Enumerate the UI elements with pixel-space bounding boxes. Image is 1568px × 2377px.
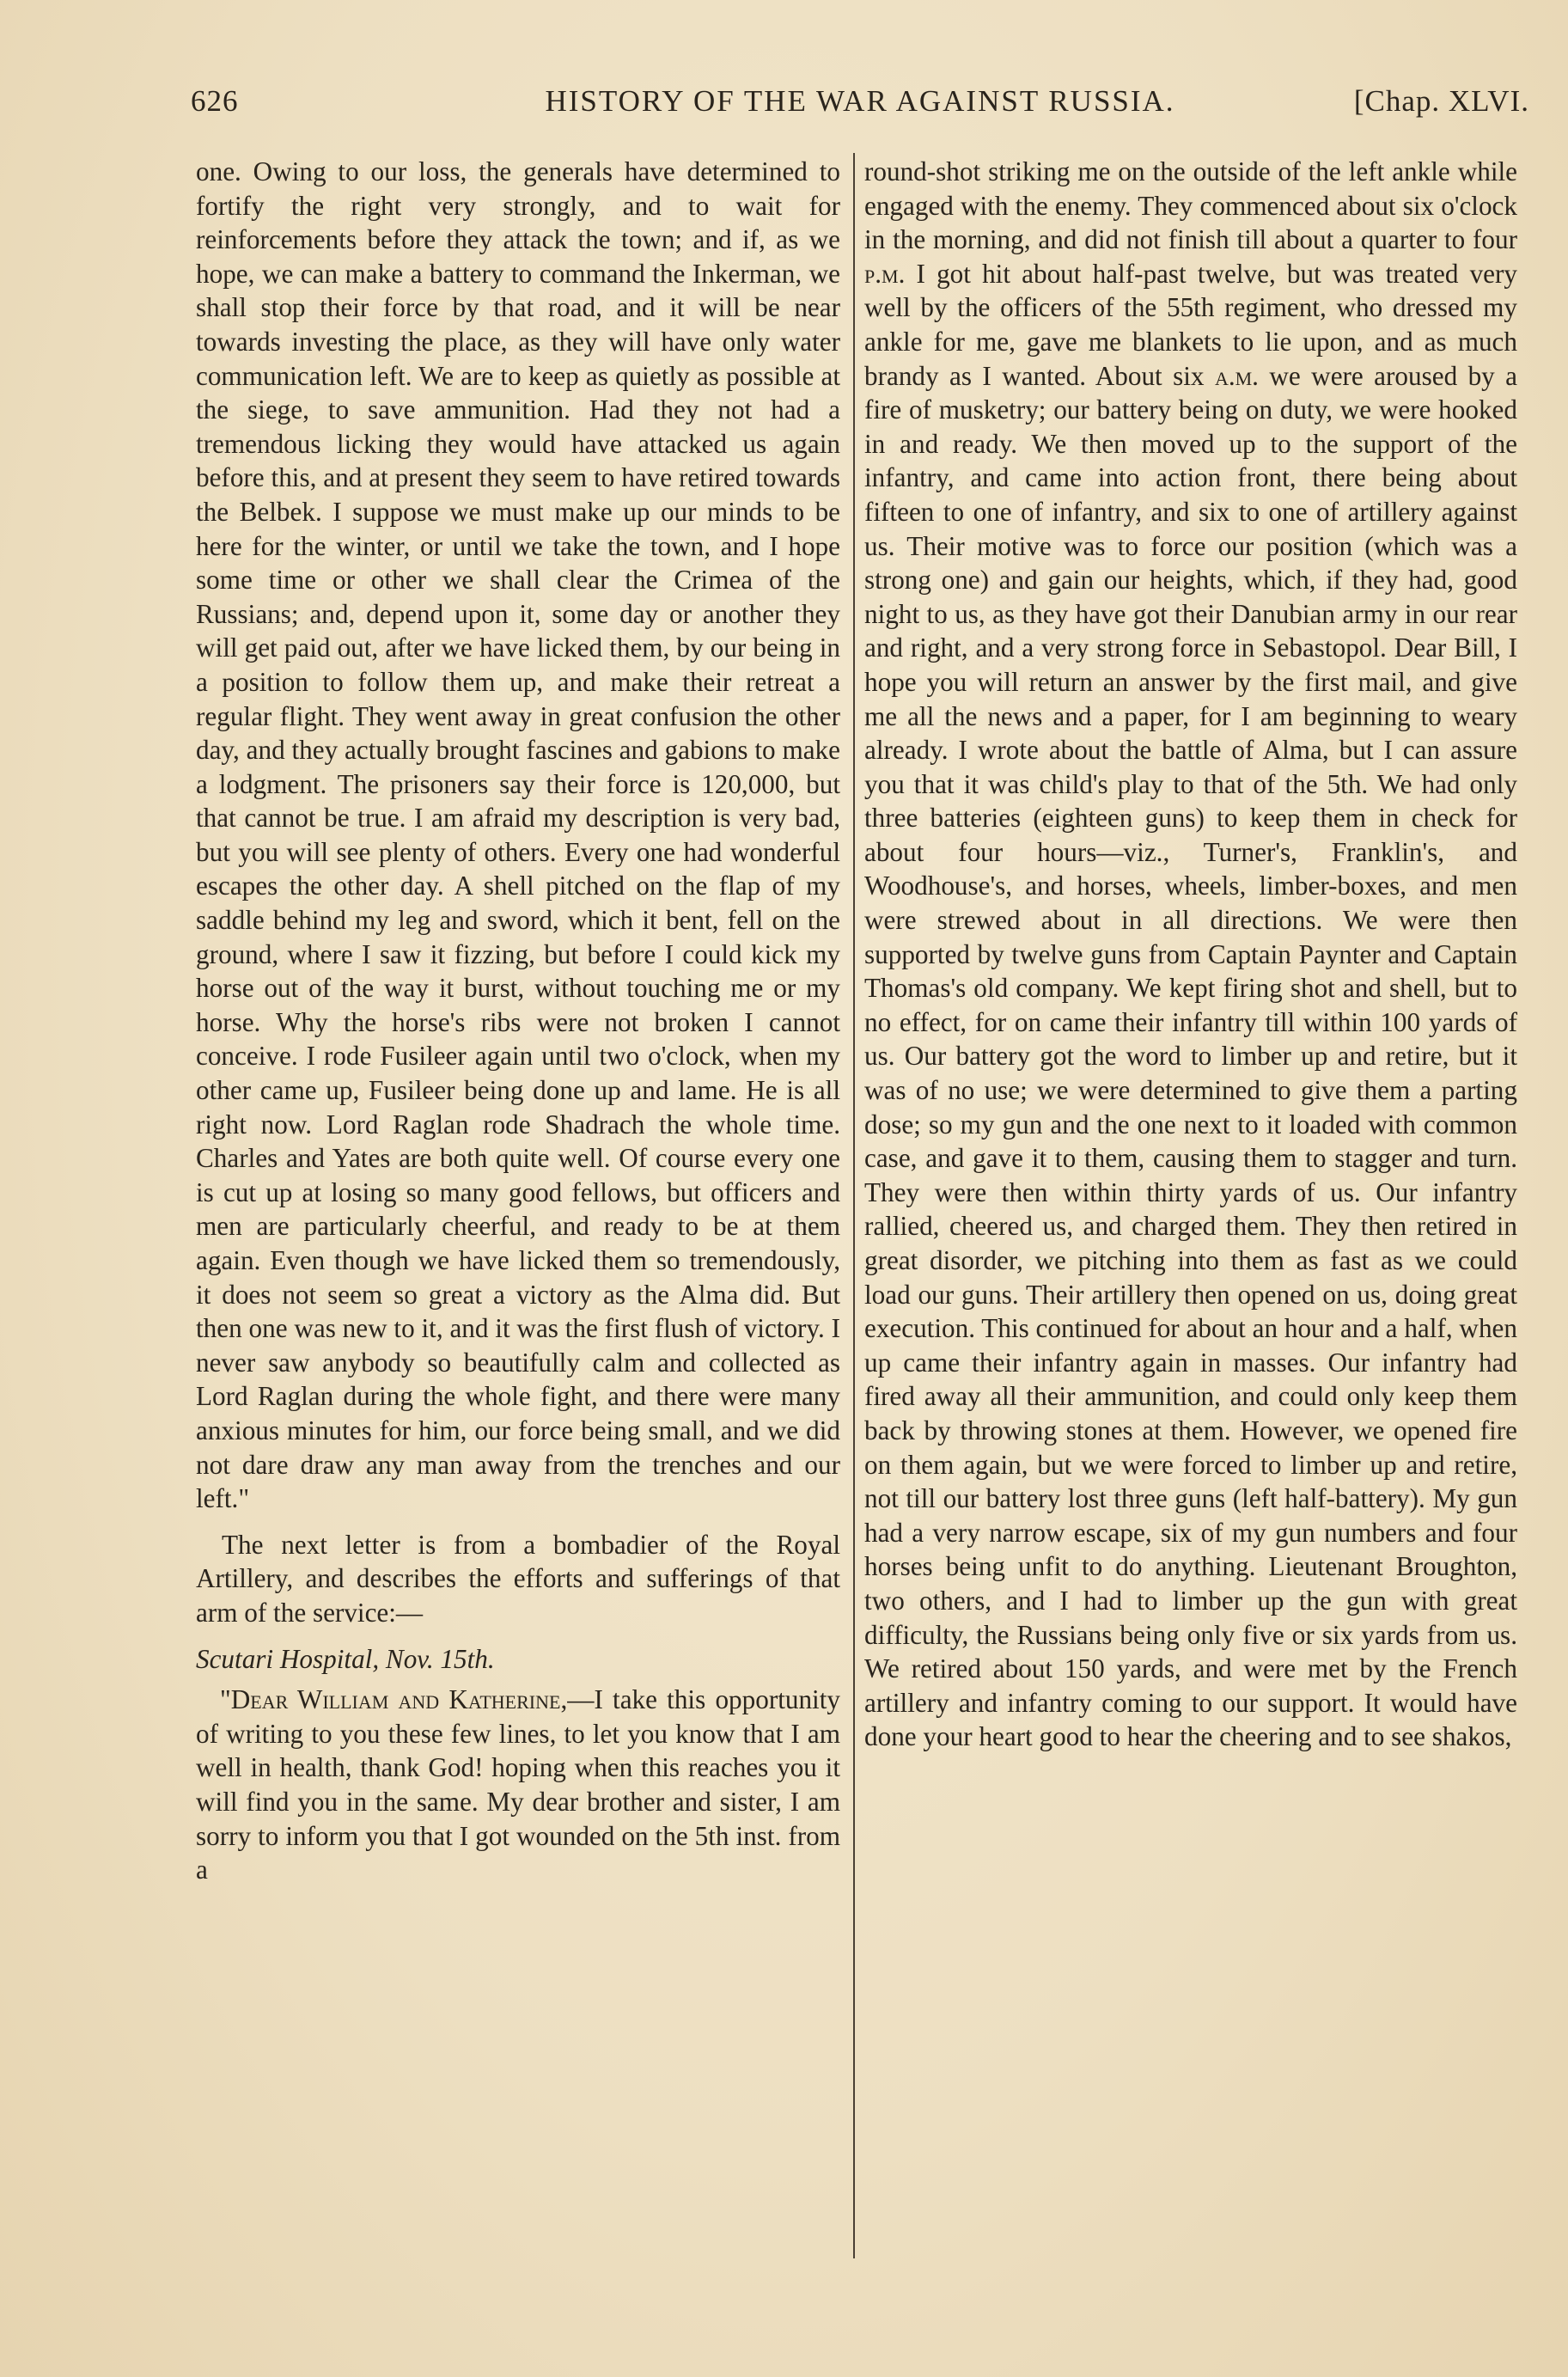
letter-text-segment: I got hit about half-past twelve, but was treated very well by the officers of the 55th regiment, who dressed my ankle for me, gave me blankets to lie upon, and as much brandy as I wanted. About six [864, 258, 1517, 391]
page-number: 626 [191, 84, 239, 118]
time-abbreviation-pm: p.m. [864, 258, 906, 289]
running-head [191, 84, 1529, 129]
salutation: Dear William and Katherine, [230, 1684, 568, 1715]
page-title: HISTORY OF THE WAR AGAINST RUSSIA. [545, 84, 1175, 118]
letter-text-segment: we were aroused by a fire of musketry; our battery being on duty, we were hooked in and ready. We then moved up to the support of the infantry, and came into action front, there being about fifteen to one of infantry, and six to one of artillery against us. Their motive was to force our position (which was a strong one) and gain our heights, which, if they had, good night to us, as they have got their Danubian army in our rear and right, and a very strong force in Sebastopol. Dear Bill, I hope you will return an answer by the first mail, and give me all the news and a paper, for I am beginning to weary already. I wrote about the battle of Alma, but I can assure you that it was child's play to that of the 5th. We had only three batteries (eighteen guns) to keep them in check for about four hours—viz., Turner's, Franklin's, and Woodhouse's, and horses, wheels, limber-boxes, and men were strewed about in all directions. We were then supported by twelve guns from Captain Paynter and Captain Thomas's old company. We kept firing shot and shell, but to no effect, for on came their infantry till within 100 yards of us. Our battery got the word to limber up and retire, but it was of no use; we were determined to give them a parting dose; so my gun and the one next to it loaded with common case, and gave it to them, causing them to stagger and turn. They were then within thirty yards of us. Our infantry rallied, cheered us, and charged them. They then retired in great disorder, we pitching into them as fast as we could load our guns. Their artillery then opened on us, doing great execution. This continued for about an hour and a half, when up came their infantry again in masses. Our infantry had fired away all their ammunition, and could only keep them back by throwing stones at them. However, we opened fire on them again, but we were forced to limber up and retire, not till our battery lost three guns (left half-battery). My gun had a very narrow escape, six of my gun numbers and four horses being unfit to do anything. Lieutenant Broughton, two others, and I had to limber up the gun with great difficulty, the Russians being only five or six yards from us. We retired about 150 yards, and were met by the French artillery and infantry coming to our support. It would have done your heart good to hear the cheering and to see shakos, [864, 360, 1518, 1752]
right-column [864, 155, 1517, 1754]
chapter-label: [Chap. XLVI. [1353, 84, 1529, 118]
letter-continuation-paragraph: one. Owing to our loss, the generals have determined to fortify the right very strongly, and to wait for reinforcements before they attack the town; and if, as we hope, we can make a battery to command the Inkerman, we shall stop their force by that road, and it will be near towards investing the place, as they will have only water communication left. We are to keep as quietly as possible at the siege, to save ammunition. Had they not had a tremendous licking they would have attacked us again before this, and at present they seem to have retired towards the Belbek. I suppose we must make up our minds to be here for the winter, or until we take the town, and I hope some time or other we shall clear the Crimea of the Russians; and, depend upon it, some day or another they will get paid out, after we have licked them, by our being in a position to follow them up, and make their retreat a regular flight. They went away in great confusion the other day, and they actually brought fascines and gabions to make a lodgment. The prisoners say their force is 120,000, but that cannot be true. I am afraid my description is very bad, but you will see plenty of others. Every one had wonderful escapes the other day. A shell pitched on the flap of my saddle behind my leg and sword, which it bent, fell on the ground, where I saw it fizzing, but before I could kick my horse out of the way it burst, without touching me or my horse. Why the horse's ribs were not broken I cannot conceive. I rode Fusileer again until two o'clock, when my other came up, Fusileer being done up and lame. He is all right now. Lord Raglan rode Shadrach the whole time. Charles and Yates are both quite well. Of course every one is cut up at losing so many good fellows, but officers and men are particularly cheerful, and ready to be at them again. Even though we have licked them so tremendously, it does not seem so great a victory as the Alma did. But then one was new to it, and it was the first flush of victory. I never saw anybody so beautifully calm and collected as Lord Raglan during the whole fight, and there were many anxious minutes for him, our force being small, and we did not dare draw any man away from the trenches and our left." [196, 156, 840, 1514]
letter-body-paragraph [864, 155, 1517, 1754]
letter-body-start: —I take this opportunity of writing to you these few lines, to let you know that I am well in health, thank God! hoping when this reaches you it will find you in the same. My dear brother and sister, I am sorry to inform you that I got wounded on the 5th inst. from a [196, 1684, 840, 1885]
time-abbreviation-am: a.m. [1214, 360, 1259, 391]
intro-paragraph: The next letter is from a bombadier of the Royal Artillery, and describes the efforts and sufferings of that arm of the service:— [196, 1529, 840, 1628]
letter-opening-paragraph [196, 1683, 840, 1887]
opening-quote-mark: " [220, 1684, 231, 1715]
letter-dateline: Scutari Hospital, Nov. 15th. [196, 1643, 495, 1674]
column-divider [853, 153, 855, 2258]
letter-text-segment: round-shot striking me on the outside of the left ankle while engaged with the enemy. They commenced about six o'clock in the morning, and did not finish till about a quarter to four [864, 156, 1517, 255]
left-column [196, 155, 840, 1887]
